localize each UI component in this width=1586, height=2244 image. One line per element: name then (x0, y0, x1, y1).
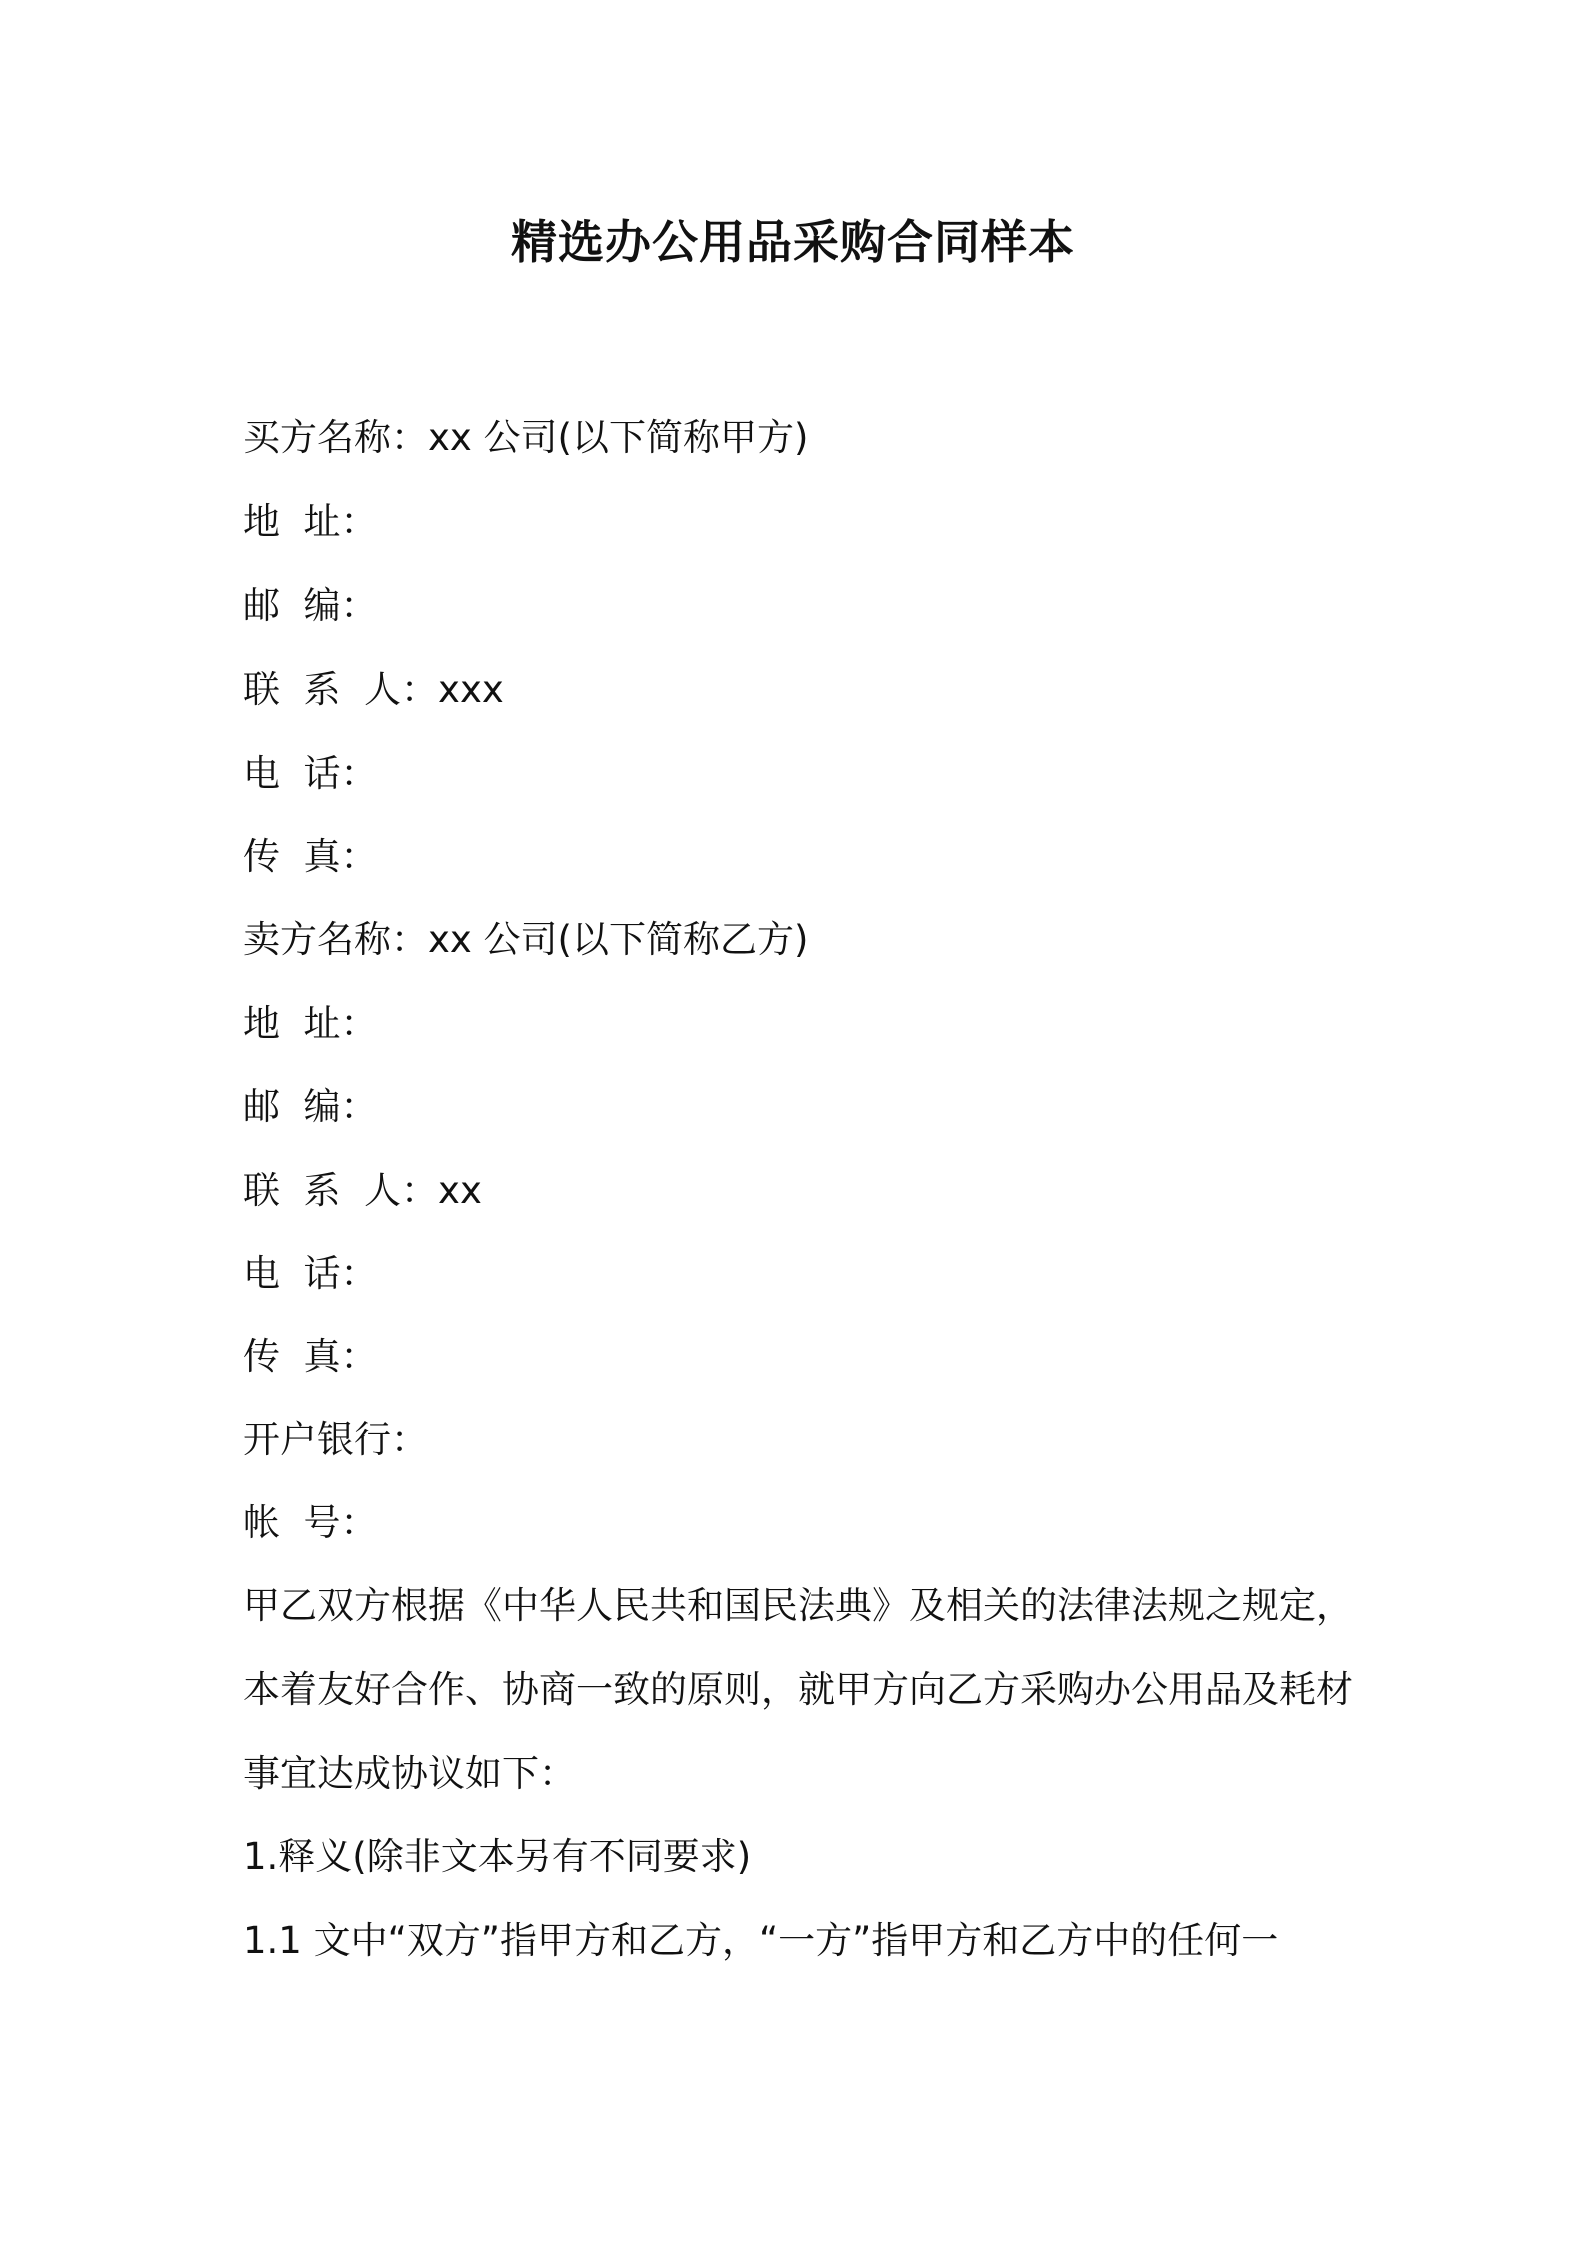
seller-name-value: xx 公司(以下简称乙方) (428, 918, 809, 961)
seller-phone-label: 电 话： (243, 1252, 378, 1295)
section-1-heading: 1.释义(除非文本另有不同要求) (243, 1835, 752, 1878)
buyer-phone-label: 电 话： (243, 752, 378, 795)
seller-contact-value: xx (438, 1169, 482, 1212)
seller-fax-label: 传 真： (243, 1335, 378, 1378)
seller-contact-label: 联 系 人： (243, 1169, 439, 1212)
seller-name-label: 卖方名称： (243, 918, 428, 961)
buyer-postcode-line (243, 580, 378, 632)
buyer-name-label: 买方名称： (243, 416, 428, 459)
seller-bank-label: 开户银行： (243, 1418, 428, 1461)
intro-line-1: 甲乙双方根据《中华人民共和国民法典》及相关的法律法规之规定， (243, 1584, 1353, 1627)
buyer-contact-label: 联 系 人： (243, 668, 439, 711)
seller-postcode-line (243, 1081, 378, 1133)
section-1-1-line-1: 1.1 文中“双方”指甲方和乙方，“一方”指甲方和乙方中的任何一 (243, 1919, 1279, 1962)
buyer-name-line (243, 412, 808, 464)
seller-postcode-label: 邮 编： (243, 1085, 378, 1128)
seller-account-line (243, 1497, 378, 1549)
buyer-phone-line (243, 748, 378, 800)
buyer-postcode-label: 邮 编： (243, 584, 378, 627)
buyer-contact-value: xxx (438, 668, 504, 711)
buyer-name-value: xx 公司(以下简称甲方) (428, 416, 809, 459)
seller-name-line (243, 914, 808, 966)
buyer-address-label: 地 址： (243, 500, 378, 543)
seller-phone-line (243, 1248, 378, 1300)
document-title: 精选办公用品采购合同样本 (511, 215, 1075, 269)
seller-fax-line (243, 1331, 378, 1383)
intro-line-3: 事宜达成协议如下： (243, 1752, 576, 1795)
seller-address-label: 地 址： (243, 1002, 378, 1045)
seller-contact-line (243, 1165, 482, 1217)
seller-account-label: 帐 号： (243, 1501, 378, 1544)
buyer-fax-line (243, 831, 378, 883)
buyer-address-line (243, 496, 378, 548)
seller-address-line (243, 998, 378, 1050)
seller-bank-line (243, 1414, 428, 1466)
intro-line-2: 本着友好合作、协商一致的原则，就甲方向乙方采购办公用品及耗材 (243, 1668, 1353, 1711)
buyer-fax-label: 传 真： (243, 835, 378, 878)
buyer-contact-line (243, 664, 504, 716)
